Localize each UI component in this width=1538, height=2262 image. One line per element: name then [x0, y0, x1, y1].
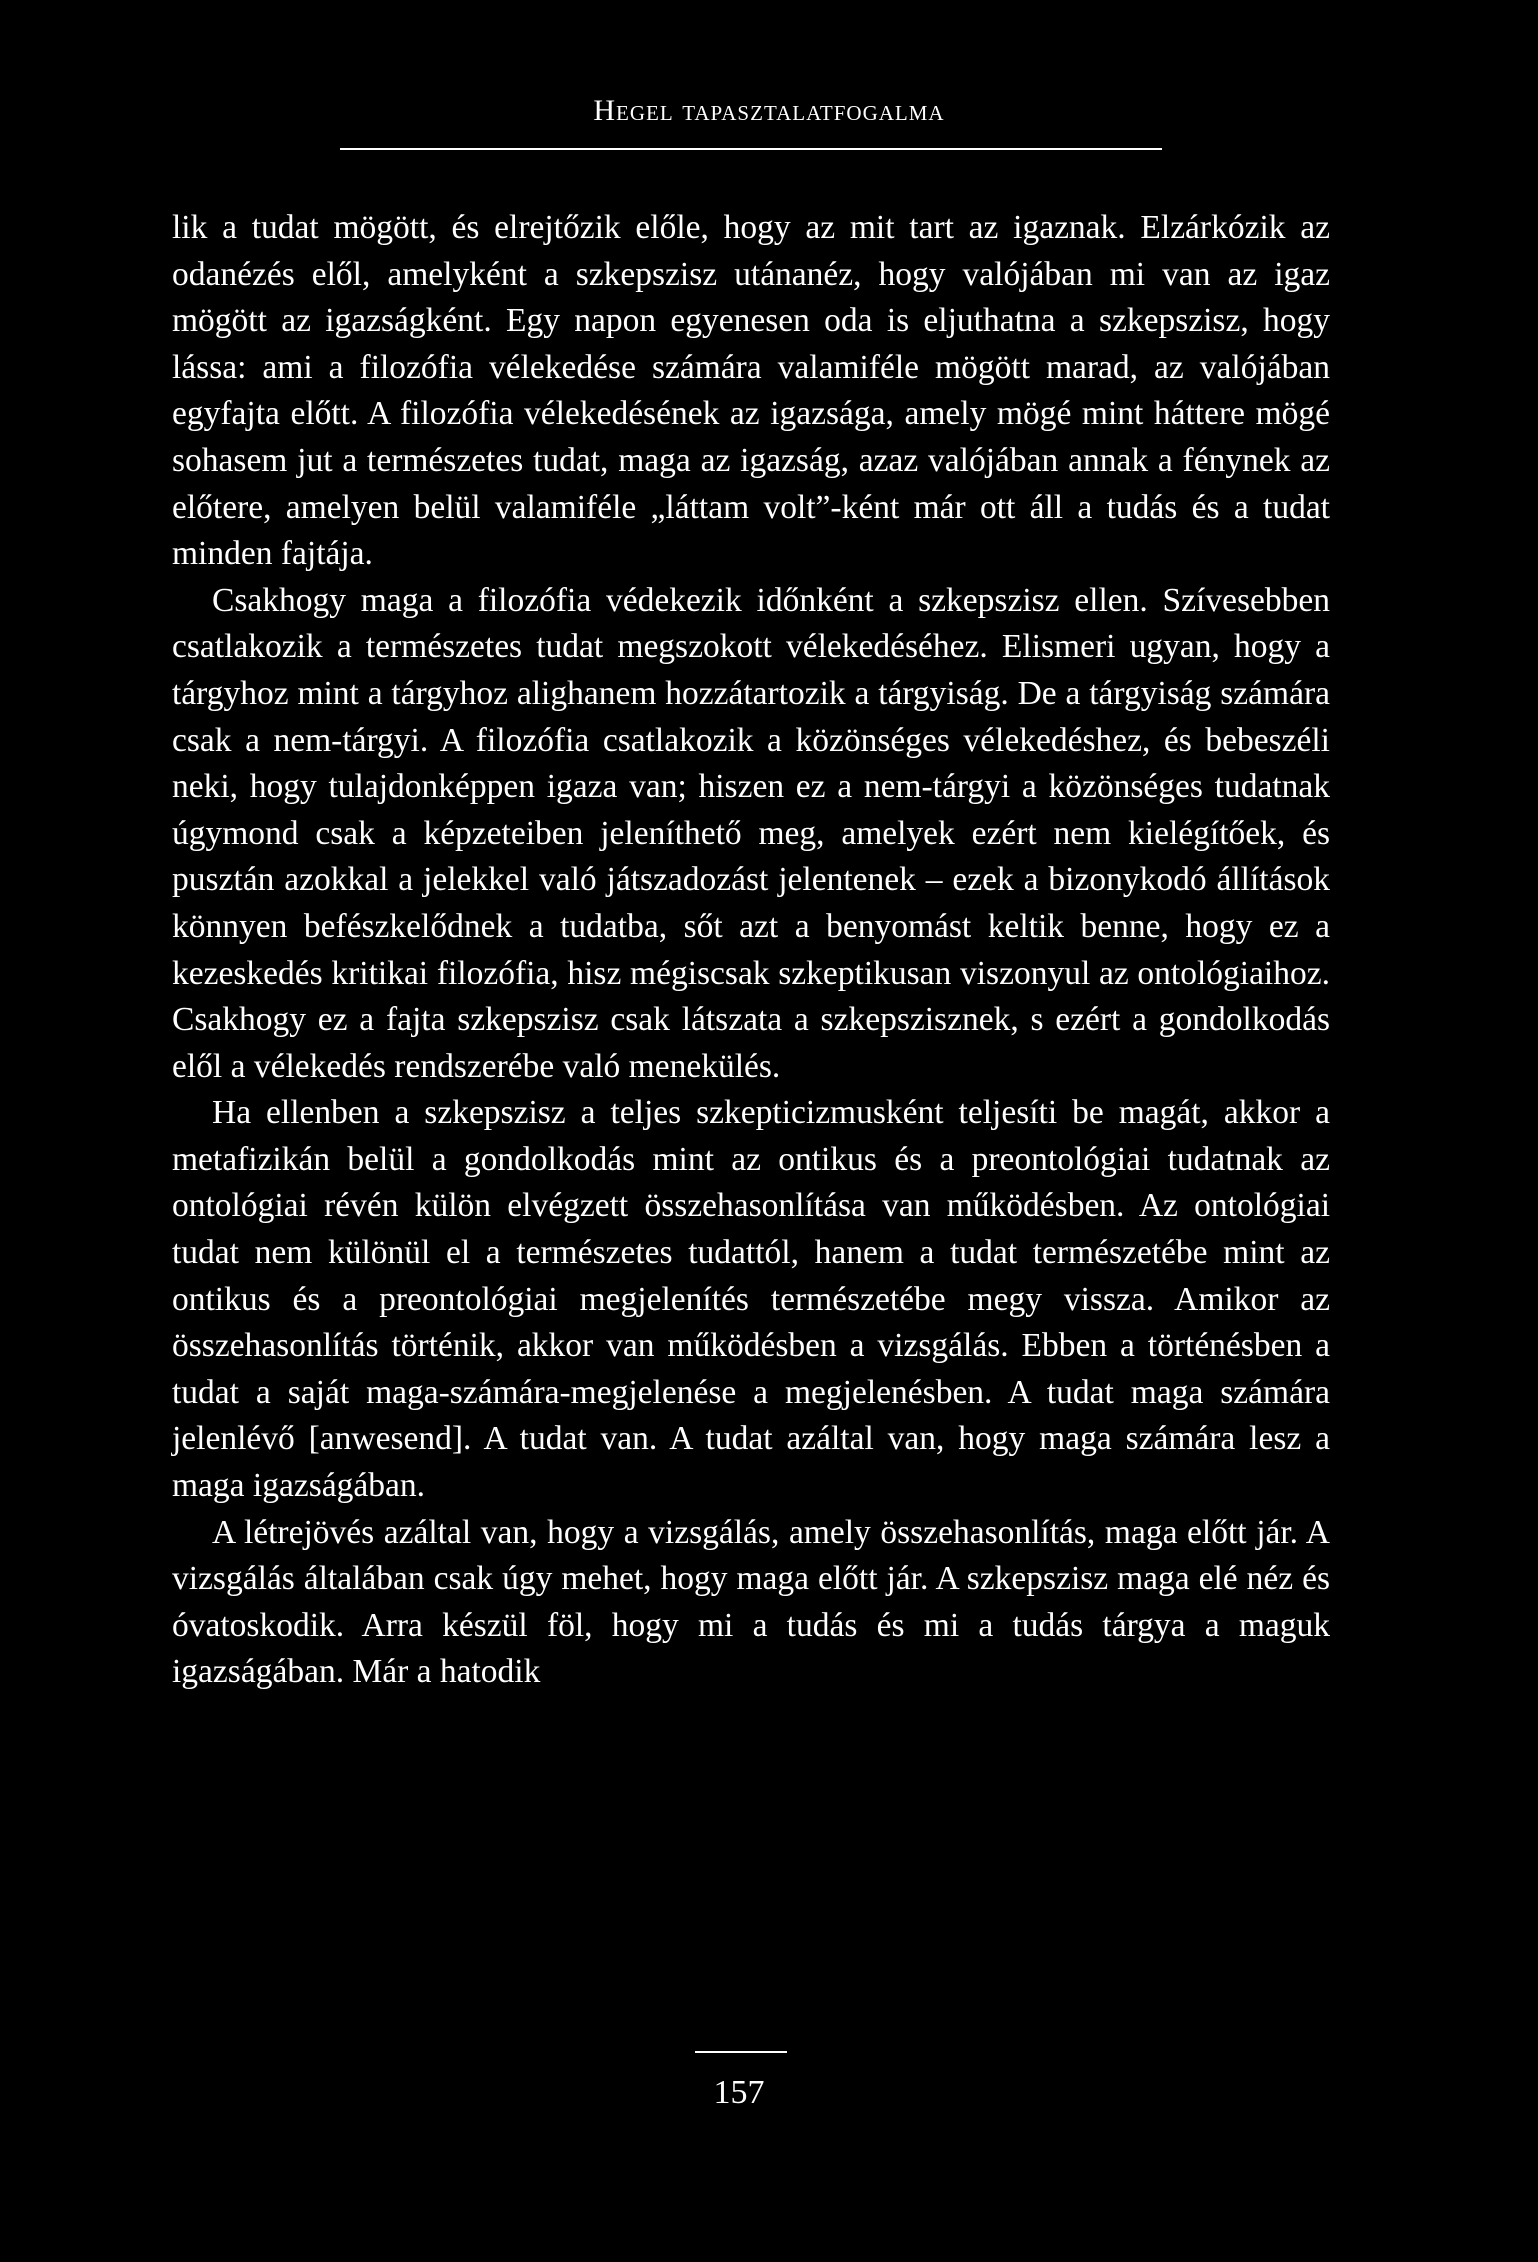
running-head: Hegel tapasztalatfogalma — [593, 94, 945, 127]
paragraph-3: Ha ellenben a szkepszisz a teljes szkepticizmusként teljesíti be magát, akkor a metafizikán belül a gondolkodás mint az ontikus és a preontológiai tudatnak az ontológiai révén külön elvégzett összehasonlítása van működésben. Az ontológiai tudat nem különül el a természetes tudattól, hanem a tudat természetébe mint az ontikus és a preontológiai megjelenítés természetébe megy vissza. Amikor az összehasonlítás történik, akkor van működésben a vizsgálás. Ebben a történésben a tudat a saját maga-számára-megjelenése a megjelenésben. A tudat maga számára jelenlévő [anwesend]. A tudat van. A tudat azáltal van, hogy maga számára lesz a maga igazságában. — [172, 1094, 1330, 1505]
footer-rule — [695, 2051, 787, 2053]
paragraph-1: lik a tudat mögött, és elrejtőzik előle, hogy az mit tart az igaznak. Elzárkózik az odanézés elől, amelyként a szkepszisz utánanéz, hogy valójában mi van az igaz mögött az igazságként. Egy napon egyenesen oda is eljuthatna a szkepszisz, hogy lássa: ami a filozófia vélekedése számára valamiféle mögött marad, az valójában egyfajta előtt. A filozófia vélekedésének az igazsága, amely mögé mint háttere mögé sohasem jut a természetes tudat, maga az igazság, azaz valójában annak a fénynek az előtere, amelyen belül valamiféle „láttam volt”-ként már ott áll a tudás és a tudat minden fajtája. — [172, 209, 1330, 573]
paragraph-2: Csakhogy maga a filozófia védekezik időnként a szkepszisz ellen. Szívesebben csatlakozik a természetes tudat megszokott vélekedéséhez. Elismeri ugyan, hogy a tárgyhoz mint a tárgyhoz alighanem hozzátartozik a tárgyiság. De a tárgyiság számára csak a nem-tárgyi. A filozófia csatlakozik a közönséges vélekedéshez, és bebeszéli neki, hogy tulajdonképpen igaza van; hiszen ez a nem-tárgyi a közönséges tudatnak úgymond csak a képzeteiben jeleníthető meg, amelyek ezért nem kielégítőek, és pusztán azokkal a jelekkel való játszadozást jelentenek – ezek a bizonykodó állítások könnyen befészkelődnek a tudatba, sőt azt a benyomást keltik benne, hogy ez a kezeskedés kritikai filozófia, hisz mégiscsak szkeptikusan viszonyul az ontológiaihoz. Csakhogy ez a fajta szkepszisz csak látszata a szkepszisznek, s ezért a gondolkodás elől a vélekedés rendszerébe való menekülés. — [172, 581, 1330, 1085]
paragraph-4: A létrejövés azáltal van, hogy a vizsgálás, amely összehasonlítás, maga előtt jár. A vizsgálás általában csak úgy mehet, hogy maga előtt jár. A szkepszisz maga elé néz és óvatoskodik. Arra készül föl, hogy mi a tudás és mi a tudás tárgya a maguk igazságában. Már a hatodik — [172, 1513, 1330, 1691]
header-rule — [340, 148, 1162, 150]
page-number: 157 — [713, 2074, 765, 2111]
body-text — [172, 205, 1330, 1696]
